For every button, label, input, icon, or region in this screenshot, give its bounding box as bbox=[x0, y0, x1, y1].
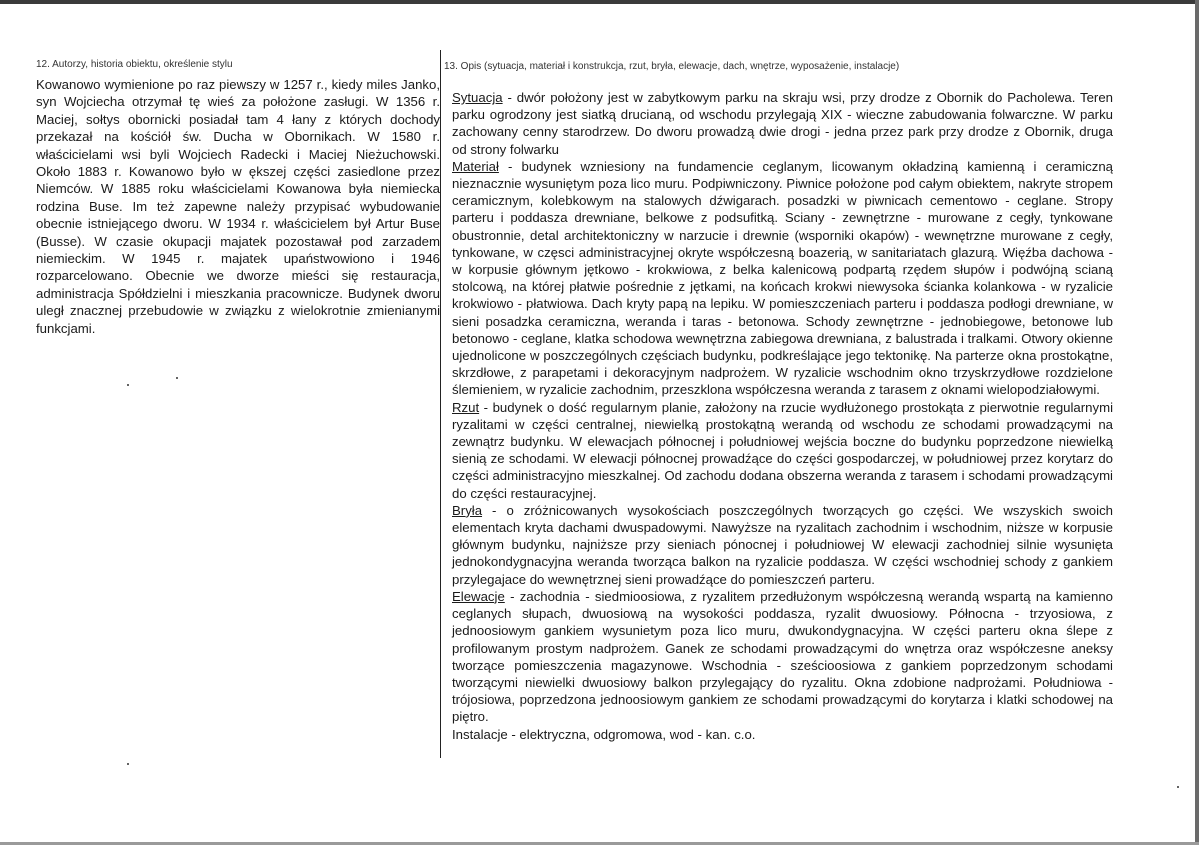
paragraph-sytuacja bbox=[452, 89, 1113, 158]
text-sytuacja: - dwór położony jest w zabytkowym parku na skraju wsi, przy drodze z Obornik do Pacholewa. Teren parku ogrodzony jest siatką drucianą, od wschodu przylegają XIX - wieczne zabudowania folwarczne. W parku zachowany cenny starodrzew. Do dworu prowadzą dwie drogi - jedna przez park przy drodze z Obornik, druga od strony folwarku bbox=[452, 90, 1113, 157]
section-13-header: 13. Opis (sytuacja, materiał i konstrukcja, rzut, bryła, elewacje, dach, wnętrze, wyposażenie, instalacje) bbox=[444, 61, 900, 72]
history-text: Kowanowo wymienione po raz piewszy w 1257 r., kiedy miles Janko, syn Wojciecha otrzymał tę wieś za położone zasługi. W 1356 r. Maciej, sołtys obornicki posiadał tam 4 łany z których dochody przekazał na kościół św. Ducha w Obornikach. W 1580 r. właścicielami wsi byli Wojciech Radecki i Maciej Nieżuchowski. Około 1883 r. Kowanowo było w ększej części zasiedlone przez Niemców. W 1885 roku właścicielami Kowanowa była niemiecka rodzina Buse. Im też zapewne należy przypisać wybudowanie obecnie istniejącego dworu. W 1934 r. właścicielem był Artur Buse (Busse). W czasie okupacji majatek pozostawał pod zarzadem niemieckim. W 1945 r. majatek upaństwowiono i 1946 rozparcelowano. Obecnie we dworze mieści się restauracja, administracja Spółdzielni i mieszkania pracownicze. Budynek dworu uległ znacznej przebudowie w związku z wielokrotnie zmienianymi funkcjami. bbox=[36, 77, 440, 336]
scan-speck bbox=[176, 377, 178, 379]
term-rzut: Rzut bbox=[452, 399, 480, 415]
term-elewacje: Elewacje bbox=[452, 588, 505, 604]
scan-speck bbox=[127, 763, 129, 765]
text-material: - budynek wzniesiony na fundamencie ceglanym, licowanym okładziną kamienną i ceramiczną nieznacznie wysuniętym poza lico muru. Podpiwniczony. Piwnice położone pod całym obiektem, nakryte stropem ceramicznym, kolebkowym na stalowych dźwigarach. posadzki w piwnicach cementowo - ceglane. Stropy parteru i poddasza drewniane, belkowe z podsufitką. Sciany - zewnętrzne - murowane z cegły, tynkowane obustronnie, detal architektoniczny w narzucie i drewnie (wsporniki okapów) - wewnętrzne murowane z cegły, tynkowane, w częsci administracyjnej okryte współczesną boazerią, w sanitariatach glazurą. Więźba dachowa - w korpusie głównym jętkowo - krokwiowa, z belka kalenicową podpartą rzędem słupów i podwójną scianą stolcową, na której płatwie pośrednie z jętkami, na końcach krokwi niewysoka ścianka kolankowa - w ryzalicie krokwiowo - płatwiowa. Dach kryty papą na lepiku. W pomieszczeniach parteru i poddasza podłogi drewniane, w sieni posadzka ceramiczna, weranda i taras - betonowa. Schody zewnętrzne - jednobiegowe, betonowe lub betonowo - ceglane, klatka schodowa wewnętrzna zabiegowa drewniana, z balustrada i tralkami. Otwory okienne ujednolicone w poszczególnych częściach budynku, podkreślające jego tektonikę. Na parterze okna prostokątne, skrzdłowe, z parapetami i dekoracyjnym nadprożem. W ryzalicie wschodnim okno trzyskrzydłowe rozdzielone ślemieniem, w ryzalicie zachodnim, przeszklona współczesna weranda z tarasem z oknami wielopodziałowymi. bbox=[452, 158, 1113, 398]
paragraph-instalacje bbox=[452, 726, 1113, 743]
term-bryla: Bryła bbox=[452, 502, 483, 518]
paragraph-rzut bbox=[452, 399, 1113, 502]
text-bryla: - o zróżnicowanych wysokościach poszczególnych tworzących go części. We wszyskich swoich elementach kryta dachami dwuspadowymi. Nawyższe na ryzalitach zachodnim i wschodnim, niższe w korpusie głównym budynku, najniższe przy sieniach pónocnej i południowej W elewacji zachodniej silnie wysunięta jednokondygnacyjna weranda tworząca balkon na ryzalicie poddasza. W części wschodniej schody z gankiem przylegajace do wewnętrznej sieni prowadźące do pomieszczeń parteru. bbox=[452, 502, 1113, 587]
text-elewacje: - zachodnia - siedmioosiowa, z ryzalitem przedłużonym współczesną werandą wspartą na kamienno ceglanych słupach, dwuosiową na wysokości poddasza, ryzalit dwuosiowy. Północna - trzyosiowa, z jednoosiowym gankiem wysunietym poza lico muru, dwukondygnacyjna. W części parteru okna ślepe z profilowanym prostym nadprożem. Ganek ze schodami prowadzącymi do wnętrza oraz współczesne aneksy tworzące pomieszczenia magazynowe. Wschodnia - sześcioosiowa z gankiem poprzedzonym schodami tworzącymi niewielki dwuosiowy balkon przylegający do ryzalitu. Okna zdobione nadprożami. Południowa - trójosiowa, poprzedzona jednoosiowym gankiem ze schodami prowadzącymi do korytarza i klatki schodowej na piętro. bbox=[452, 588, 1113, 725]
section-12-header: 12. Autorzy, historia obiektu, określenie stylu bbox=[36, 59, 233, 70]
paragraph-bryla bbox=[452, 502, 1113, 588]
scan-speck bbox=[127, 384, 129, 386]
scan-edge-right bbox=[1195, 0, 1199, 845]
text-instalacje: Instalacje - elektryczna, odgromowa, wod - kan. c.o. bbox=[452, 726, 756, 742]
paragraph-elewacje bbox=[452, 588, 1113, 726]
scan-speck bbox=[1177, 786, 1179, 788]
column-divider bbox=[440, 50, 441, 758]
scan-edge-top bbox=[0, 0, 1199, 4]
text-rzut: - budynek o dość regularnym planie, założony na rzucie wydłużonego prostokąta z pierwotnie regularnymi ryzalitami w części centralnej, niewielką prostokątną werandą od wschodu ze schodami prowadzącymi na zewnątrz budynku. W elewacjach północnej i południowej wejścia boczne do budynku poprzedzone niewielką sienią ze schodami. W elewacji północnej prowadźące do części gospodarczej, w południowej przez korytarz do części administracyjno mieszkalnej. Od zachodu dodana obszerna weranda z tarasem i schodami prowadzącymi do części restauracyjnej. bbox=[452, 399, 1113, 501]
term-material: Materiał bbox=[452, 158, 499, 174]
description-column bbox=[452, 89, 1113, 743]
term-sytuacja: Sytuacja bbox=[452, 90, 503, 105]
paragraph-material bbox=[452, 158, 1113, 399]
